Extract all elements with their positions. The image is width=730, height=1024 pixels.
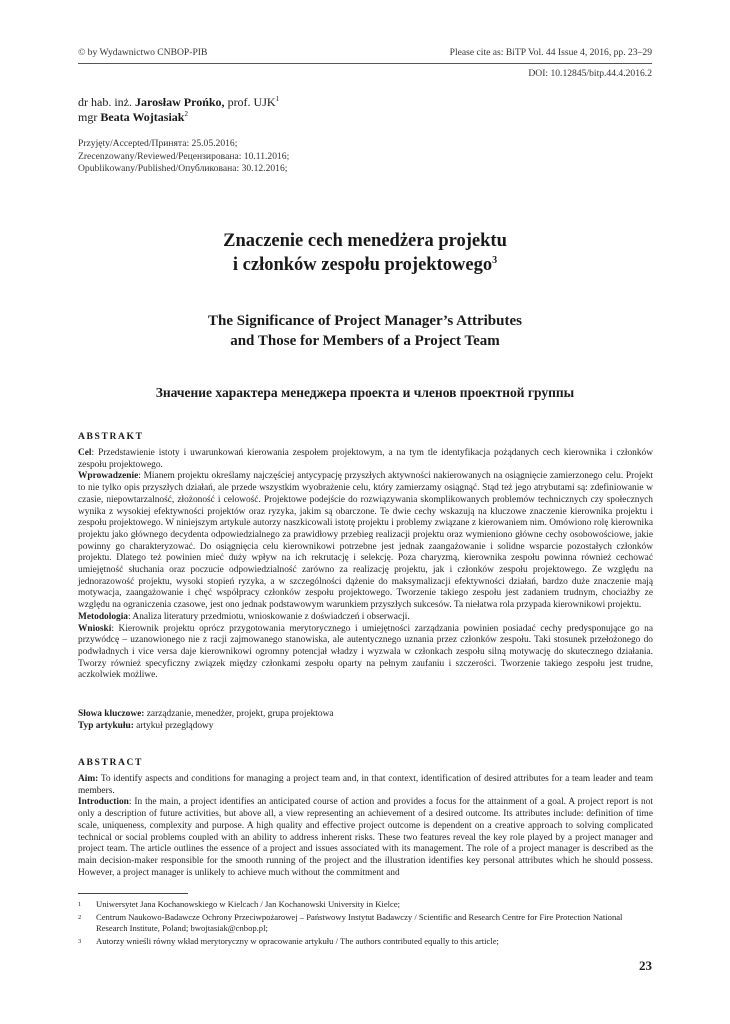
author-title: dr hab. inż. (78, 95, 135, 109)
abstract-introduction: Introduction: In the main, a project identifies an anticipated course of action and provides a focus for the attainment of a goal. A project report is not only a description of future activities, but above all, a view representing an achievement of a desired outcome. Its attributes include: definition of time scale, uniqueness, complexity and purpose. A high quality and effective project outcome is dependent on a creative approach to solving complicated technical or social problems coupled with an ability to address inherent risks. These two features reveal the key role played by a project manager and project team. The article outlines the essence of a project and issues associated with its management. The role of a project manager is described as the main decision-maker responsible for the smooth running of the project and the illustration identifies key personal attributes which he should possess. However, a project manager is unlikely to achieve much without the commitment and (78, 797, 653, 878)
title-polish (78, 229, 652, 277)
date-reviewed: Zrecenzowany/Reviewed/Рецензирована: 10.11.2016; (78, 150, 290, 162)
abstrakt-body (78, 448, 653, 682)
header-rule (78, 63, 652, 64)
footnote-ref[interactable]: 3 (492, 254, 498, 266)
footnote-number: 3 (78, 938, 82, 945)
abstrakt-introduction: Wprowadzenie: Mianem projektu określamy najczęściej antycypację przyszłych aktywności nakierowanych na osiągnięcie zamierzonego celu. Projekt to nie tylko opis przyszłych działań, ale przede wszystkim wyobrażenie celu, który zamierzamy osiągnąć. Stąd też jego atrybutami są: zdefiniowanie w czasie, niepowtarzalność, złożoność i celowość. Projektowe podejście do rozwiązywania skomplikowanych problemów technicznych czy społecznych wynika z wysokiej efektywności projektów oraz ryzyka, jakim są obarczone. Te dwie cechy wskazują na kluczowe znaczenie kierownika projektu i zespołu projektowego. W niniejszym artykule autorzy naszkicowali istotę projektu i problemy związane z kierowaniem nim. Omówiono rolę kierownika projektu jako głównego decydenta odpowiedzialnego za prawidłowy przebieg realizacji projektu oraz wymieniono główne cechy osobowościowe, jakie powinny go charakteryzować. Do osiągnięcia celu kierownikowi potrzebne jest jednak zaangażowanie i solidne wsparcie pozostałych członków projektu. Dlatego też powinien mieć duży wpływ na ich rekrutację i selekcję. Poza charyzmą, kierownika zespołu powinna również cechować umiejętność słuchania oraz poczucie odpowiedzialność zarówno za realizację projektu, jak i członków zespołu projektowego. Ze względu na jednorazowość projektu, wysoki stopień ryzyka, a w szczególności dążenie do maksymalizacji efektywności działań, bardzo duże znaczenie mają motywacja, zaangażowanie i chęć współpracy członków zespołu projektowego. Tworzenie takiego zespołu jest zadaniem trudnym, chociażby ze względu na ograniczenia czasowe, jest ono jednak podstawowym warunkiem przyszłych sukcesów. Ta niełatwa rola przypada kierownikowi projektu. (78, 471, 653, 611)
abstract-body (78, 774, 653, 879)
footnote-text: Autorzy wnieśli równy wkład merytoryczny w opracowanie artykułu / The authors contributed equally to this article; (96, 936, 499, 946)
page-number: 23 (639, 958, 652, 973)
author-list (78, 95, 279, 125)
article-dates (78, 138, 289, 176)
author-1 (78, 95, 279, 110)
author-2 (78, 110, 279, 125)
title-russian: Значение характера менеджера проекта и членов проектной группы (155, 385, 575, 400)
author-affil-title: prof. UJK (224, 95, 276, 109)
doi-link[interactable]: DOI: 10.12845/bitp.44.4.2016.2 (528, 68, 652, 79)
footnote-1 (78, 899, 653, 910)
publisher-copyright: © by Wydawnictwo CNBOP-PIB (78, 47, 208, 58)
abstract-aim: Aim: To identify aspects and conditions for managing a project team and, in that context, identification of desired attributes for a team leader and team members. (78, 774, 653, 796)
abstrakt-heading: ABSTRAKT (78, 431, 144, 442)
footnote-text: Centrum Naukowo-Badawcze Ochrony Przeciwpożarowej – Państwowy Instytut Badawczy / Scientific and Research Centre for Fire Protection National Research Institute, Poland; bwojtasiak@cnbop.pl; (96, 912, 623, 933)
footnote-number: 1 (78, 901, 82, 908)
footnote-text: Uniwersytet Jana Kochanowskiego w Kielcach / Jan Kochanowski University in Kielce; (96, 899, 401, 909)
footnote-ref[interactable]: 2 (184, 110, 188, 118)
running-header (78, 47, 652, 63)
author-name: Jarosław Prońko, (134, 95, 225, 109)
article-type: Typ artykułu: artykuł przeglądowy (78, 720, 214, 731)
footnote-number: 2 (78, 914, 82, 921)
abstrakt-methodology: Metodologia: Analiza literatury przedmiotu, wnioskowanie z doświadczeń i obserwacji. (78, 611, 410, 622)
title-polish-line-1: Znaczenie cech menedżera projektu (223, 231, 507, 251)
abstrakt-aim: Cel: Przedstawienie istoty i uwarunkowań kierowania zespołem projektowym, a na tym tle identyfikacja pożądanych cech kierownika i członków zespołu projektowego. (78, 448, 653, 470)
footnote-3 (78, 936, 653, 947)
footnote-ref[interactable]: 1 (275, 95, 280, 103)
date-accepted: Przyjęty/Accepted/Принята: 25.05.2016; (78, 138, 238, 149)
abstrakt-meta (78, 709, 653, 732)
footnote-2 (78, 912, 653, 934)
footnote-rule (78, 893, 188, 894)
title-english-line-1: The Significance of Project Manager’s Attributes (208, 313, 522, 329)
date-published: Opublikowany/Published/Опубликована: 30.12.2016; (78, 163, 288, 174)
title-english (78, 311, 652, 351)
keywords: Słowa kluczowe: zarządzanie, menedżer, projekt, grupa projektowa (78, 709, 334, 719)
citation-note: Please cite as: BiTP Vol. 44 Issue 4, 2016, pp. 23–29 (449, 47, 652, 58)
author-title: mgr (78, 110, 101, 124)
footnotes (78, 899, 653, 949)
title-english-line-2: and Those for Members of a Project Team (230, 333, 500, 349)
abstract-heading: ABSTRACT (78, 757, 144, 768)
title-polish-line-2: i członków zespołu projektowego (232, 255, 493, 275)
abstrakt-conclusions: Wnioski: Kierownik projektu oprócz przygotowania merytorycznego i umiejętności zarządzania powinien posiadać cechy predysponujące go na przywódcę – uzanowionego nie z racji zajmowanego stanowiska, ale autentycznego uznania przez członków zespołu. Taki stosunek przełożonego do podwładnych i vice versa daje kierownikowi ogromny potencjał władzy i wyzwala w członkach zespołu silną motywację do skutecznego działania. Tworzy również specyficzny związek między członkami zespołu oparty na pełnym zaufaniu i szczerości. Tworzenie takiego zespołu jest trudne, aczkolwiek możliwe. (78, 623, 653, 681)
author-name: Beata Wojtasiak (100, 110, 185, 124)
